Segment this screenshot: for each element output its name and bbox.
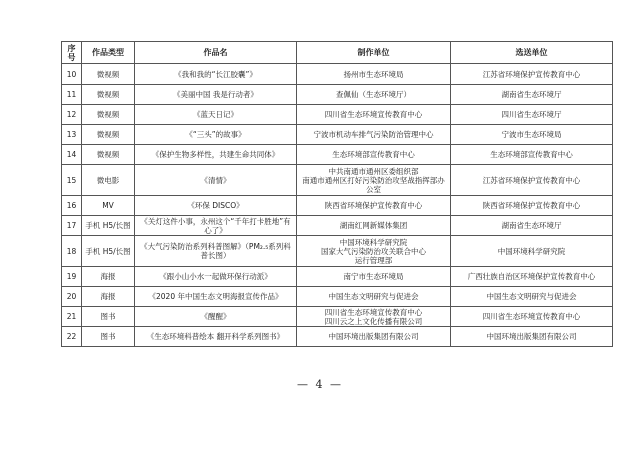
table-row xyxy=(62,327,613,347)
cell-no: 10 xyxy=(62,64,82,85)
cell-title: 《清情》 xyxy=(135,165,297,196)
cell-submitter: 湖南省生态环境厅 xyxy=(451,216,613,236)
cell-type: 微视频 xyxy=(82,85,135,105)
cell-submitter: 宁波市生态环境局 xyxy=(451,125,613,145)
cell-producer: 生态环境部宣传教育中心 xyxy=(297,145,451,165)
cell-submitter: 四川省生态环境厅 xyxy=(451,105,613,125)
cell-producer: 扬州市生态环境局 xyxy=(297,64,451,85)
cell-title: 《醒醒》 xyxy=(135,307,297,327)
table-row xyxy=(62,236,613,267)
cell-title: 《“三头”的故事》 xyxy=(135,125,297,145)
cell-producer: 四川省生态环境宣传教育中心 xyxy=(297,105,451,125)
cell-submitter: 生态环境部宣传教育中心 xyxy=(451,145,613,165)
table-header-row xyxy=(62,42,613,64)
table-row xyxy=(62,216,613,236)
cell-producer: 中共南通市通州区委组织部 南通市通州区打好污染防治攻坚战指挥部办公室 xyxy=(297,165,451,196)
cell-title: 《关灯这件小事，永州这个“千年打卡胜地”有心了》 xyxy=(135,216,297,236)
cell-submitter: 四川省生态环境宣传教育中心 xyxy=(451,307,613,327)
cell-no: 19 xyxy=(62,267,82,287)
cell-title: 《跟小山小水一起做环保行动派》 xyxy=(135,267,297,287)
cell-type: 手机 H5/长图 xyxy=(82,236,135,267)
cell-type: 微视频 xyxy=(82,105,135,125)
cell-producer: 湖南红网新媒体集团 xyxy=(297,216,451,236)
cell-type: 微电影 xyxy=(82,165,135,196)
header-no: 序号 xyxy=(62,42,82,64)
cell-no: 17 xyxy=(62,216,82,236)
table-row xyxy=(62,196,613,216)
cell-producer: 宁波市机动车排气污染防治管理中心 xyxy=(297,125,451,145)
cell-submitter: 江苏省环境保护宣传教育中心 xyxy=(451,165,613,196)
cell-title: 《美丽中国 我是行动者》 xyxy=(135,85,297,105)
cell-submitter: 中国生态文明研究与促进会 xyxy=(451,287,613,307)
cell-type: 微视频 xyxy=(82,64,135,85)
cell-type: 图书 xyxy=(82,307,135,327)
table-row xyxy=(62,105,613,125)
works-table xyxy=(61,41,613,347)
cell-no: 13 xyxy=(62,125,82,145)
cell-producer: 中国生态文明研究与促进会 xyxy=(297,287,451,307)
header-type: 作品类型 xyxy=(82,42,135,64)
cell-submitter: 江苏省环境保护宣传教育中心 xyxy=(451,64,613,85)
page-number: — 4 — xyxy=(297,378,343,391)
table-row xyxy=(62,165,613,196)
cell-no: 22 xyxy=(62,327,82,347)
cell-title: 《大气污染防治系列科普图解》（PM₂.₅系列科普长图） xyxy=(135,236,297,267)
cell-type: MV xyxy=(82,196,135,216)
cell-producer: 中国环境出版集团有限公司 xyxy=(297,327,451,347)
cell-no: 15 xyxy=(62,165,82,196)
cell-no: 16 xyxy=(62,196,82,216)
cell-title: 《蓝天日记》 xyxy=(135,105,297,125)
cell-no: 14 xyxy=(62,145,82,165)
cell-producer: 查佩仙（生态环境厅） xyxy=(297,85,451,105)
table-row xyxy=(62,267,613,287)
table-row xyxy=(62,85,613,105)
header-title: 作品名 xyxy=(135,42,297,64)
cell-title: 《环保 DISCO》 xyxy=(135,196,297,216)
cell-producer: 中国环境科学研究院 国家大气污染防治攻关联合中心 运行管理部 xyxy=(297,236,451,267)
cell-no: 12 xyxy=(62,105,82,125)
cell-title: 《生态环境科普绘本 翻开科学系列图书》 xyxy=(135,327,297,347)
table-body xyxy=(62,64,613,347)
cell-type: 手机 H5/长图 xyxy=(82,216,135,236)
cell-no: 11 xyxy=(62,85,82,105)
table-row xyxy=(62,145,613,165)
cell-type: 微视频 xyxy=(82,145,135,165)
cell-no: 20 xyxy=(62,287,82,307)
cell-no: 18 xyxy=(62,236,82,267)
cell-submitter: 中国环境出版集团有限公司 xyxy=(451,327,613,347)
cell-type: 图书 xyxy=(82,327,135,347)
cell-producer: 南宁市生态环境局 xyxy=(297,267,451,287)
header-submitter: 选送单位 xyxy=(451,42,613,64)
cell-no: 21 xyxy=(62,307,82,327)
cell-type: 海报 xyxy=(82,267,135,287)
table-row xyxy=(62,287,613,307)
cell-submitter: 湖南省生态环境厅 xyxy=(451,85,613,105)
cell-submitter: 陕西省环境保护宣传教育中心 xyxy=(451,196,613,216)
cell-submitter: 中国环境科学研究院 xyxy=(451,236,613,267)
table-row xyxy=(62,64,613,85)
cell-title: 《保护生物多样性，共建生命共同体》 xyxy=(135,145,297,165)
cell-producer: 四川省生态环境宣传教育中心 四川云之上文化传播有限公司 xyxy=(297,307,451,327)
cell-submitter: 广西壮族自治区环境保护宣传教育中心 xyxy=(451,267,613,287)
cell-title: 《2020 年中国生态文明海报宣传作品》 xyxy=(135,287,297,307)
cell-type: 微视频 xyxy=(82,125,135,145)
cell-title: 《我和我的“长江胶囊”》 xyxy=(135,64,297,85)
cell-producer: 陕西省环境保护宣传教育中心 xyxy=(297,196,451,216)
header-producer: 制作单位 xyxy=(297,42,451,64)
cell-type: 海报 xyxy=(82,287,135,307)
table-row xyxy=(62,307,613,327)
table-row xyxy=(62,125,613,145)
